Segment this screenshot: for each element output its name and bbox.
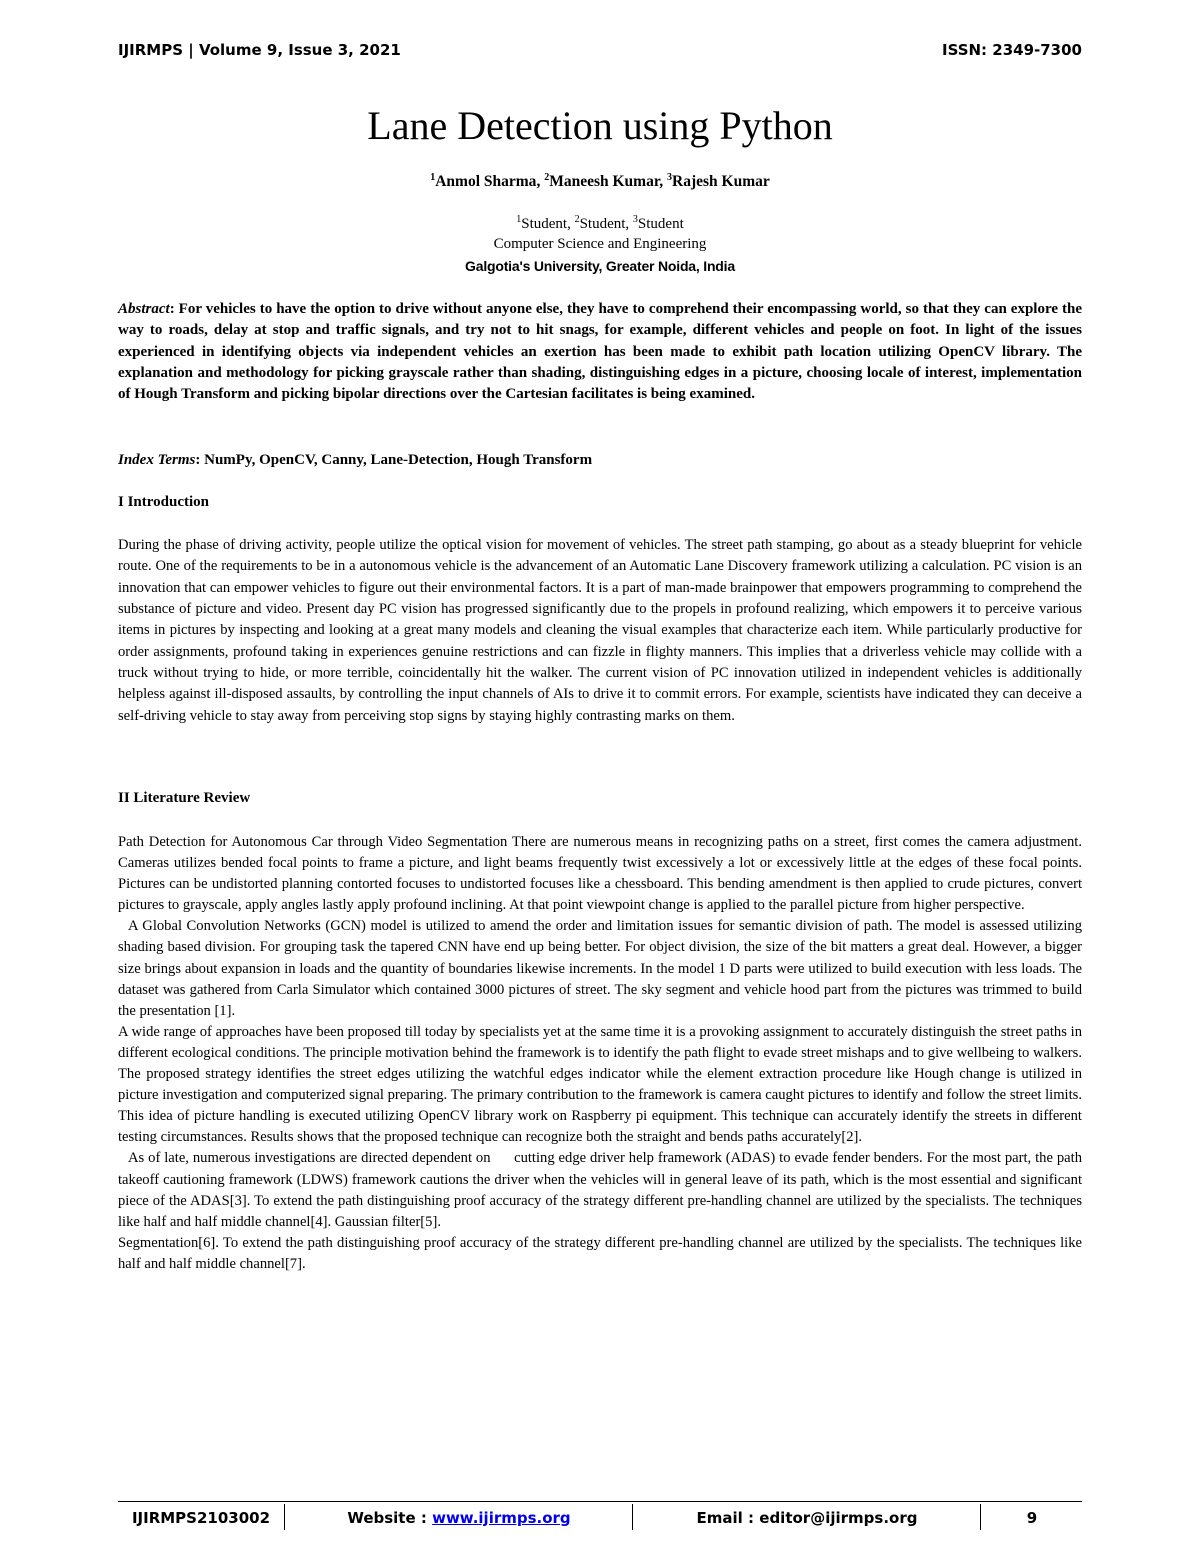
author-1-number: 1 [430,172,436,183]
literature-review-body [118,832,1086,1275]
section-heading-literature-review: II Literature Review [118,790,251,806]
literature-paragraph: As of late, numerous investigations are directed dependent on cutting edge driver help framework (ADAS) to evade fender benders. For the most part, the path takeoff cautioning framework (LDWS) framework cautions the driver when the vehicles will in general leave of its path, which is the most essential and significant piece of the ADAS[3]. To extend the path distinguishing proof accuracy of the strategy different pre-handling channel are utilized by the specialists. The techniques like half and half middle channel[4]. Gaussian filter[5]. [118,1150,1086,1230]
author-1-name: Anmol Sharma [435,173,537,191]
role-1: Student [521,216,568,232]
introduction-paragraph: During the phase of driving activity, people utilize the optical vision for movement of vehicles. The street path stamping, go about as a steady blueprint for vehicle route. One of the requirements to be in a autonomous vehicle is the advancement of an Automatic Lane Discovery framework utilizing a calculation. PC vision is an innovation that can empower vehicles to figure out their environmental factors. It is a part of man-made brainpower that empowers programming to comprehend the substance of picture and video. Present day PC vision has progressed significantly due to the propels in profound realizing, which empowers it to perceive various items in pictures by inspecting and looking at a great many models and cleaning the visual examples that characterize each item. While particularly productive for order assignments, profound taking in experiences genuine restrictions and can fizzle in flighty manners. This implies that a driverless vehicle may collide with a truck without trying to hide, or more terrible, coincidentally hit the walker. The current vision of PC innovation utilized in independent vehicles is additionally helpless against ill-disposed assaults, by controlling the input channels of AIs to drive it to commit errors. For example, scientists have indicated they can deceive a self-driving vehicle to stay away from perceiving stop signs by staying highly contrasting marks on them. [118,537,1082,724]
index-terms-lead: Index Terms [118,452,196,468]
role-1-number: 1 [516,214,522,225]
role-3: Student [637,216,684,232]
author-3-number: 3 [667,172,673,183]
footer-rule [118,1501,1082,1502]
abstract [118,299,1082,405]
abstract-text: : For vehicles to have the option to drive without anyone else, they have to comprehend their encompassing world, so that they can explore the way to roads, delay at stop and traffic signals, and try not to hit snags, for example, different vehicles and people on foot. In light of the issues experienced in identifying objects via independent vehicles an exertion has been made to exhibit path location utilizing OpenCV library. The explanation and methodology for picking grayscale rather than shading, distinguishing edges in a picture, choosing locale of interest, implementation of Hough Transform and picking bipolar directions over the Cartesian facilitates is being examined. [118,301,1082,403]
footer-website-label: Website : [347,1509,433,1527]
footer-email: Email : editor@ijirmps.org [696,1509,918,1527]
footer-paper-id: IJIRMPS2103002 [131,1509,271,1527]
role-2-number: 2 [574,214,580,225]
section-heading-introduction: I Introduction [118,494,209,510]
footer-website [286,1504,632,1532]
literature-paragraph: A Global Convolution Networks (GCN) model is utilized to amend the order and limitation issues for semantic division of path. The model is assessed utilizing shading based division. For grouping task the tapered CNN have end up being better. For object division, the size of the bit matters a great deal. However, a bigger size brings about expansion in loads and the quantity of boundaries likewise increments. In the model 1 D parts were utilized to build execution with less loads. The dataset was gathered from Carla Simulator which contained 3000 pictures of street. The sky segment and vehicle hood part from the pictures was trimmed to build the presentation [1]. [118,918,1082,1019]
footer-divider [284,1504,285,1530]
role-2: Student [579,216,626,232]
page-number: 9 [1026,1509,1038,1527]
paper-title: Lane Detection using Python [367,103,833,148]
abstract-lead: Abstract [118,301,170,317]
author-list: $^1$Anmol Sharma, $^2$Maneesh Kumar, $^3$Rajesh Kumar [430,172,770,191]
literature-paragraph: Segmentation[6]. To extend the path distinguishing proof accuracy of the strategy different pre-handling channel are utilized by the specialists. The techniques like half and half middle channel[7]. [118,1234,1082,1272]
author-3-name: Rajesh Kumar [672,173,770,191]
author-2-name: Maneesh Kumar [549,173,660,191]
issn-header: ISSN: 2349-7300 [941,41,1082,59]
journal-header: IJIRMPS | Volume 9, Issue 3, 2021 [118,41,401,59]
footer-divider [980,1504,981,1530]
department: Computer Science and Engineering [493,236,707,252]
author-roles: $^1$Student, $^2$Student, $^3$Student [516,214,684,232]
author-2-number: 2 [544,172,550,183]
literature-paragraph: A wide range of approaches have been proposed till today by specialists yet at the same time it is a provoking assignment to accurately distinguish the street paths in different ecological conditions. The principle motivation behind the framework is to identify the path flight to evade street mishaps and to give wellbeing to walkers. The proposed strategy identifies the street edges utilizing the watchful edges indicator while the element extraction procedure like Hough change is utilized in picture investigation and computerized signal preparing. The primary contribution to the framework is camera caught pictures to identify and follow the street limits. This idea of picture handling is executed utilizing OpenCV library work on Raspberry pi equipment. This technique can accurately identify the streets in different testing circumstances. Results shows that the proposed technique can recognize both the straight and bends paths accurately[2]. [118,1023,1082,1146]
index-terms [118,450,1082,471]
literature-paragraph: Path Detection for Autonomous Car through Video Segmentation There are numerous means in recognizing paths on a street, first comes the camera adjustment. Cameras utilizes bended focal points to frame a picture, and light beams frequently twist excessively a lot or excessively little at the edges of these focal points. Pictures can be undistorted planning contorted focuses to undistorted focuses like a chessboard. This bending amendment is then applied to crude pictures, convert pictures to grayscale, apply angles lastly apply profound inclining. At that point viewpoint change is applied to the parallel picture from higher perspective. [118,834,1082,914]
footer-divider [632,1504,633,1530]
role-3-number: 3 [632,214,638,225]
university: Galgotia's University, Greater Noida, India [465,258,735,274]
index-terms-text: : NumPy, OpenCV, Canny, Lane-Detection, Hough Transform [195,452,593,468]
website-link[interactable]: www.ijirmps.org [432,1509,571,1527]
